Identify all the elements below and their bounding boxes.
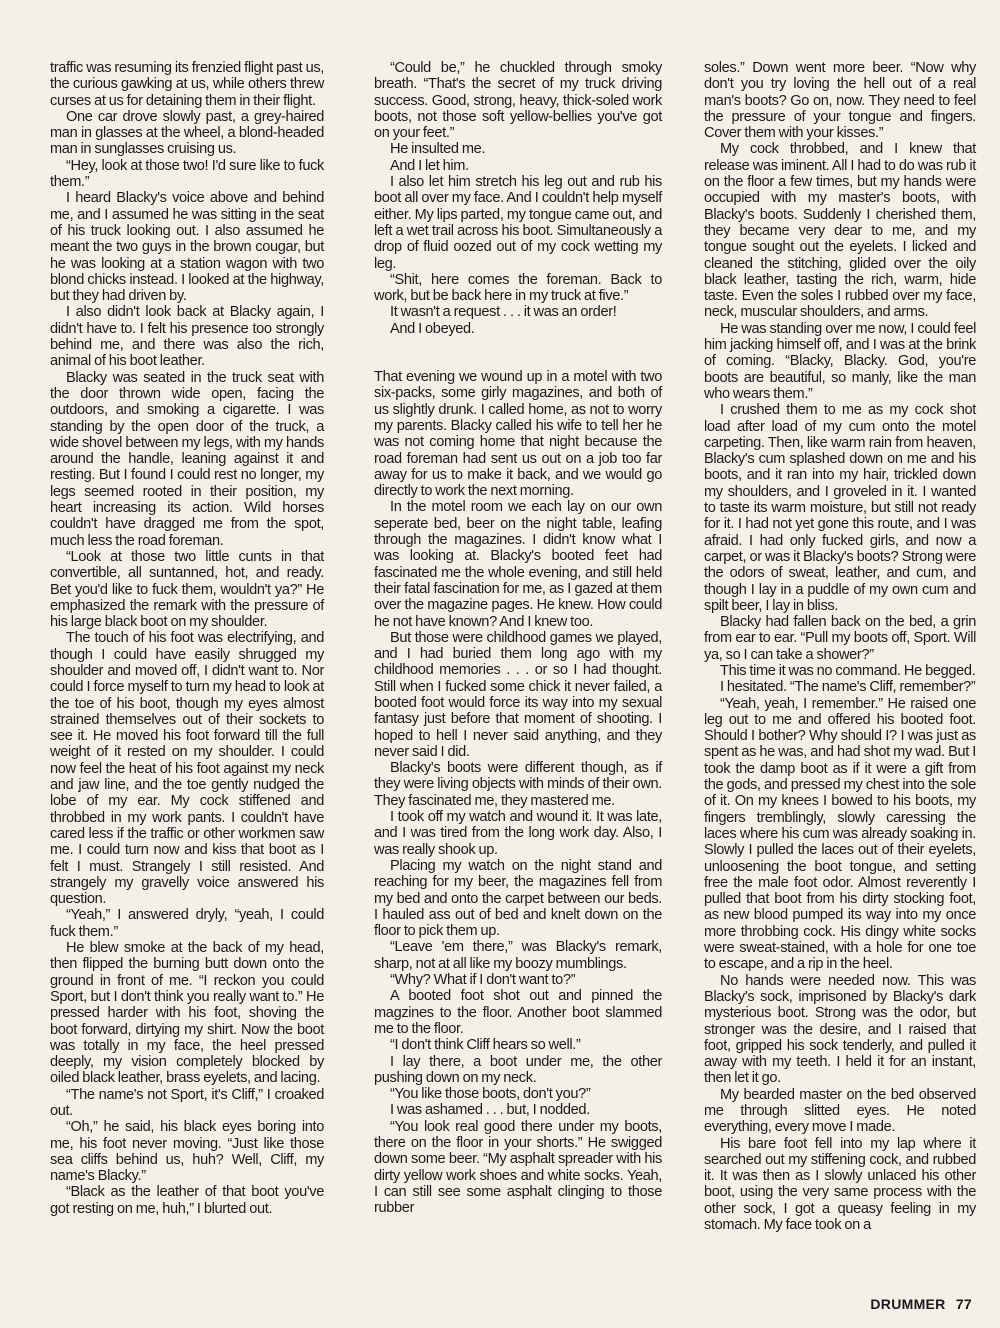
paragraph: “Yeah,” I answered dryly, “yeah, I could fuck them.” bbox=[50, 907, 324, 940]
paragraph: But those were childhood games we played, and I had buried them long ago with my childhood memories . . . or so I had thought. Still when I fucked some chick it never failed, a booted foot would force its way into my sexual fantasy just before that moment of shooting. I hoped to hell I never said anything, and they never said I did. bbox=[374, 629, 662, 760]
paragraph: It wasn't a request . . . it was an order! bbox=[390, 304, 617, 321]
paragraph: “Black as the leather of that boot you've got resting on me, huh,” I blurted out. bbox=[50, 1184, 324, 1217]
page-number: 77 bbox=[955, 1296, 972, 1312]
paragraph: A booted foot shot out and pinned the magzines to the floor. Another boot slammed me to the floor. bbox=[374, 988, 662, 1037]
paragraph: That evening we wound up in a motel with two six-packs, some girly magazines, and both of us slightly drunk. I called home, as not to worry my parents. Blacky called his wife to tell her he was not coming home that night because the road foreman had sent us out on a job too far away for us to make it back, and we would go directly to work the next morning. bbox=[374, 369, 662, 500]
paragraph: I also let him stretch his leg out and rub his boot all over my face. And I couldn't help myself either. My lips parted, my tongue came out, and left a wet trail across his boot. Simultaneously a drop of fluid oozed out of my cock wetting my leg. bbox=[374, 174, 662, 272]
paragraph: I was ashamed . . . but, I nodded. bbox=[390, 1102, 590, 1119]
paragraph: “Look at those two little cunts in that convertible, all suntanned, hot, and ready. Bet you'd like to fuck them, wouldn't ya?” He emphasized the remark with the pressure of his large black boot on my shoulder. bbox=[50, 548, 324, 631]
paragraph: “Shit, here comes the foreman. Back to work, but be back here in my truck at five.” bbox=[374, 271, 662, 305]
page-footer bbox=[864, 1296, 972, 1312]
text-column-3 bbox=[704, 60, 976, 1233]
magazine-name: DRUMMER bbox=[870, 1296, 946, 1312]
paragraph: He insulted me. bbox=[390, 141, 486, 158]
paragraph: He blew smoke at the back of my head, then flipped the burning butt down onto the ground in front of me. “I reckon you could Sport, but I don't think you really want to.” He pressed harder with his foot, shoving the boot forward, dirtying my shirt. Now the boot was totally in my face, the heel pressed deeply, my vision completely blocked by oiled black leather, brass eyelets, and lacing. bbox=[50, 940, 324, 1087]
paragraph: “You look real good there under my boots, there on the floor in your shorts.” He swigged down some beer. “My asphalt spreader with his dirty yellow work shoes and white socks. Yeah, I can still see some asphalt clinging to those rubber bbox=[374, 1118, 662, 1217]
paragraph: I hesitated. “The name's Cliff, remember?” bbox=[720, 679, 976, 696]
paragraph: “Leave 'em there,” was Blacky's remark, sharp, not at all like my boozy mumblings. bbox=[374, 939, 662, 972]
paragraph: He was standing over me now, I could feel him jacking himself off, and I was at the brink of coming. “Blacky, Blacky. God, you're boots are beautiful, so manly, like the man who wears them.” bbox=[704, 320, 976, 402]
paragraph: “Hey, look at those two! I'd sure like to fuck them.” bbox=[50, 157, 324, 191]
paragraph: His bare foot fell into my lap where it searched out my stiffening cock, and rubbed it. It was then as I slowly unlaced his other boot, using the very same process with the other sock, I got a queasy feeling in my stomach. My face took on a bbox=[704, 1135, 976, 1234]
paragraph: “Could be,” he chuckled through smoky breath. “That's the secret of my truck driving success. Good, strong, heavy, thick-soled work boots, not those soft yellow-bellies you've got on your feet.” bbox=[374, 60, 662, 142]
paragraph: “I don't think Cliff hears so well.” bbox=[390, 1037, 581, 1054]
text-column-1 bbox=[50, 60, 324, 1217]
paragraph: “Why? What if I don't want to?” bbox=[390, 972, 576, 989]
paragraph: Blacky had fallen back on the bed, a grin from ear to ear. “Pull my boots off, Sport. Will ya, so I can take a shower?” bbox=[704, 614, 976, 663]
text-column-2 bbox=[374, 60, 662, 1216]
paragraph: The touch of his foot was electrifying, and though I could have easily shrugged my shoulder and moved off, I didn't want to. Nor could I force myself to turn my head to look at the toe of his boot, though my eyes almost strained themselves out of their sockets to see it. He moved his foot forward till the full weight of it rested on my shoulder. I could now feel the heat of his foot against my neck and jaw line, and the toe gently nudged the lobe of my ear. My cock stiffened and throbbed in my work pants. I couldn't have cared less if the traffic or other workmen saw me. I could turn now and kiss that boot as I felt I must. Strangely I still resisted. And strangely my gravelly voice answered his question. bbox=[50, 630, 324, 908]
paragraph: In the motel room we each lay on our own seperate bed, beer on the night table, leafing through the magazines. I didn't know what I was looking at. Blacky's booted feet had fascinated me the whole evening, and still held their fatal fascination for me, as I gazed at them over the magazine pages. He knew. How could he not have known? And I knew too. bbox=[374, 499, 662, 630]
paragraph: soles.” Down went more beer. “Now why don't you try loving the hell out of a real man's boots? Go on, now. They need to feel the pressure of your tongue and fingers. Cover them with your kisses.” bbox=[704, 60, 976, 142]
paragraph: “You like those boots, don't you?” bbox=[390, 1086, 591, 1103]
paragraph: I crushed them to me as my cock shot load after load of my cum onto the motel carpeting. Then, like warm rain from heaven, Blacky's cum splashed down on me and his boots, and it ran into my hair, trickled down my shoulders, and I groveled in it. I wanted to taste its warm moisture, but still not ready for it. I had not yet gone this route, and I was afraid. I had only fucked girls, and now a carpet, or was it Blacky's boots? Strong were the odors of sweat, leather, and cum, and though I lay in a puddle of my own cum and spilt beer, I lay in bliss. bbox=[704, 402, 976, 614]
paragraph: No hands were needed now. This was Blacky's sock, imprisoned by Blacky's dark mysterious boot. Strong was the odor, but stronger was the desire, and I raised that foot, gripped his sock tenderly, and pulled it away with my teeth. I held it for an instant, then let it go. bbox=[704, 972, 976, 1087]
paragraph: And I let him. bbox=[390, 157, 469, 174]
paragraph: “The name's not Sport, it's Cliff,” I croaked out. bbox=[50, 1086, 324, 1119]
paragraph: My cock throbbed, and I knew that release was iminent. All I had to do was rub it on the floor a few times, but my hands were occupied with my master's boots, with Blacky's boots. Suddenly I cherished them, they became very dear to me, and my tongue sought out the eyelets. I licked and cleaned the stitching, glided over the oily black leather, tasting the rich, warm, hide taste. Even the soles I rubbed over my face, neck, muscular shoulders, and arms. bbox=[704, 141, 976, 321]
paragraph: Blacky's boots were different though, as if they were living objects with minds of their own. They fascinated me, they mastered me. bbox=[374, 760, 662, 809]
paragraph: traffic was resuming its frenzied flight past us, the curious gawking at us, while others threw curses at us for detaining them in their flight. bbox=[50, 60, 324, 109]
paragraph: And I obeyed. bbox=[390, 320, 475, 337]
paragraph: I also didn't look back at Blacky again, I didn't have to. I felt his presence too strongly behind me, and there was also the rich, animal of his boot leather. bbox=[50, 304, 324, 370]
paragraph: My bearded master on the bed observed me through slitted eyes. He noted everything, every move I made. bbox=[704, 1086, 976, 1136]
paragraph: “Yeah, yeah, I remember.” He raised one leg out to me and offered his booted foot. Should I bother? Why should I? I was just as spent as he was, and had shot my wad. But I took the damp boot as if it were a gift from the gods, and pressed my chest into the sole of it. On my knees I bowed to his boots, my fingers tremblingly, slowly caressing the laces where his cum was already soaking in. Slowly I pulled the laces out of their eyelets, unloosening the boot tongue, and setting free the male foot odor. Almost reverently I pulled that boot from his dirty stocking foot, as new blood pumped its way into my once more throbbing cock. His dingy white socks were sweat-stained, with a hole for one toe to escape, and a rip in the heel. bbox=[704, 695, 976, 973]
paragraph: One car drove slowly past, a grey-haired man in glasses at the wheel, a blond-headed man in sunglasses cruising us. bbox=[50, 108, 324, 158]
paragraph: I took off my watch and wound it. It was late, and I was tired from the long work day. Also, I was really shook up. bbox=[374, 809, 662, 858]
paragraph: This time it was no command. He begged. bbox=[720, 662, 976, 679]
paragraph: I lay there, a boot under me, the other pushing down on my neck. bbox=[374, 1053, 662, 1086]
paragraph: I heard Blacky's voice above and behind me, and I assumed he was sitting in the seat of his truck looking out. I also assumed he meant the two guys in the brown cougar, but he was looking at a station wagon with two blond chicks instead. I looked at the highway, but they had driven by. bbox=[50, 190, 324, 305]
paragraph: Blacky was seated in the truck seat with the door thrown wide open, facing the outdoors, and smoking a cigarette. I was standing by the open door of the truck, a wide shovel between my legs, with my hands around the handle, leaning against it and resting. But I found I could rest no longer, my legs seemed rooted in their position, my heart increasing its action. Wild horses couldn't have dragged me from the spot, much less the road foreman. bbox=[50, 369, 324, 549]
paragraph: “Oh,” he said, his black eyes boring into me, his foot never moving. “Just like those sea cliffs behind us, huh? Well, Cliff, my name's Blacky.” bbox=[50, 1119, 324, 1185]
paragraph: Placing my watch on the night stand and reaching for my beer, the magazines fell from my bed and onto the carpet between our beds. I hauled ass out of bed and knelt down on the floor to pick them up. bbox=[374, 857, 662, 940]
